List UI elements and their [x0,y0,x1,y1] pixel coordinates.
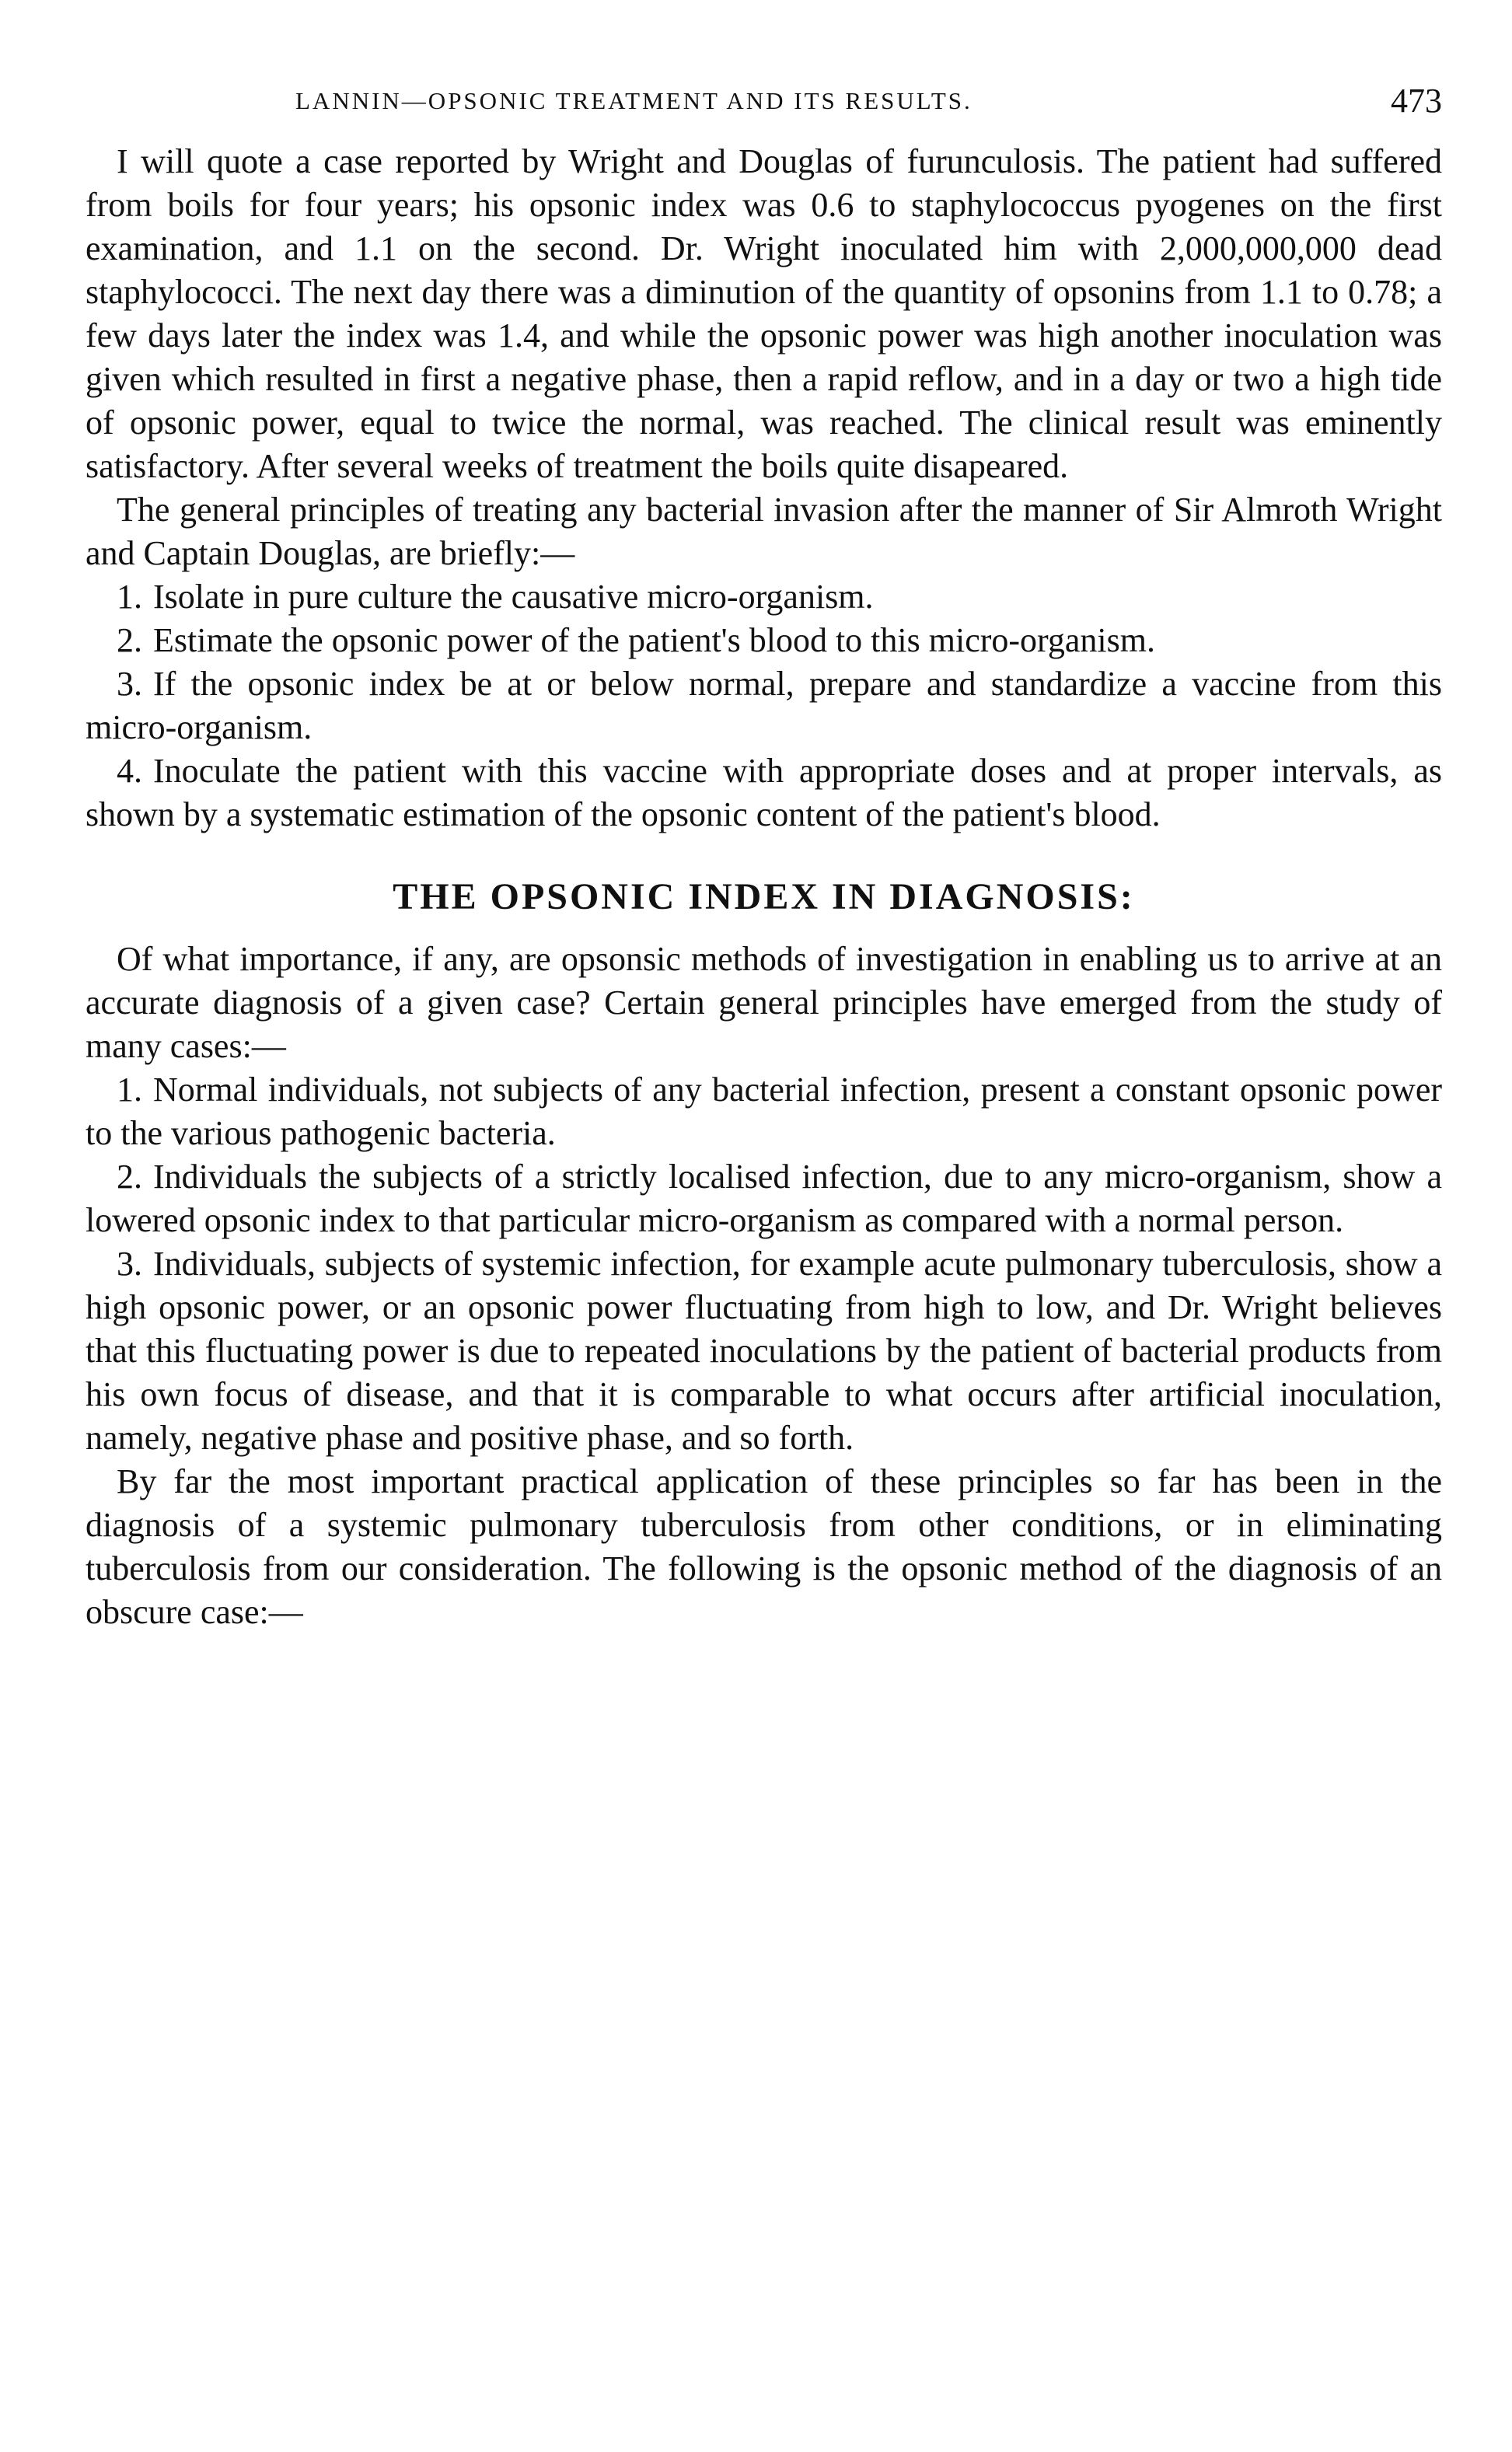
list-item [86,1155,1442,1242]
list-item-number: 1. [117,578,142,616]
list-item-text: Individuals the subjects of a strictly localised infection, due to any micro-organism, show a lowered opsonic index to that particular micro-organism as compared with a normal person. [86,1158,1442,1239]
running-head [144,78,1442,124]
list-item-number: 2. [117,621,142,659]
page-number: 473 [1391,82,1442,120]
list-item [86,575,1442,619]
treatment-steps-list [86,575,1442,837]
list-item-number: 3. [117,665,142,703]
list-item-text: Normal individuals, not subjects of any bacterial infection, present a constant opsonic power to the various pathogenic bacteria. [86,1071,1442,1152]
section-heading: THE OPSONIC INDEX IN DIAGNOSIS: [393,876,1135,917]
list-item-text: Isolate in pure culture the causative micro-organism. [153,578,874,616]
list-item-text: Estimate the opsonic power of the patient's blood to this micro-organism. [153,621,1155,659]
list-item [86,1068,1442,1155]
diagnosis-intro-paragraph: Of what importance, if any, are opsonsic methods of investigation in enabling us to arrive at an accurate diagnosis of a given case? Certain general principles have emerged from the study of many cases:— [86,940,1442,1065]
list-item-number: 1. [117,1071,142,1109]
list-item-number: 4. [117,752,142,790]
principles-intro-paragraph: The general principles of treating any bacterial invasion after the manner of Sir Almroth Wright and Captain Douglas, are briefly:— [86,491,1442,572]
list-item-text: Individuals, subjects of systemic infection, for example acute pulmonary tuberculosis, show a high opsonic power, or an opsonic power fluctuating from high to low, and Dr. Wright believes that this fluctuating power is due to repeated inoculations by the patient of bacterial products from his own focus of disease, and that it is comparable to what occurs after artificial inoculation, namely, negative phase and positive phase, and so forth. [86,1245,1442,1457]
list-item [86,1242,1442,1460]
list-item-text: Inoculate the patient with this vaccine with appropriate doses and at proper intervals, as shown by a systematic estimation of the opsonic content of the patient's blood. [86,752,1442,833]
list-item-number: 2. [117,1158,142,1196]
body-text [86,140,1442,1634]
closing-paragraph: By far the most important practical application of these principles so far has been in the diagnosis of a systemic pulmonary tuberculosis from other conditions, or in eliminating tuberculosis from our consideration. The following is the opsonic method of the diagnosis of an obscure case:— [86,1462,1442,1631]
list-item [86,749,1442,837]
list-item [86,662,1442,749]
diagnosis-points-list [86,1068,1442,1460]
running-title: LANNIN—OPSONIC TREATMENT AND ITS RESULTS. [295,87,972,114]
case-report-paragraph: I will quote a case reported by Wright and Douglas of furunculosis. The patient had suffered from boils for four years; his opsonic index was 0.6 to staphylococcus pyogenes on the first examination, and 1.1 on the second. Dr. Wright inoculated him with 2,000,000,000 dead staphylococci. The next day there was a diminution of the quantity of opsonins from 1.1 to 0.78; a few days later the index was 1.4, and while the opsonic power was high another inoculation was given which resulted in first a negative phase, then a rapid reflow, and in a day or two a high tide of opsonic power, equal to twice the normal, was reached. The clinical result was eminently satisfactory. After several weeks of treatment the boils quite disapeared. [86,142,1442,485]
list-item-text: If the opsonic index be at or below normal, prepare and standardize a vaccine from this micro-organism. [86,665,1442,746]
list-item-number: 3. [117,1245,142,1283]
list-item [86,619,1442,662]
